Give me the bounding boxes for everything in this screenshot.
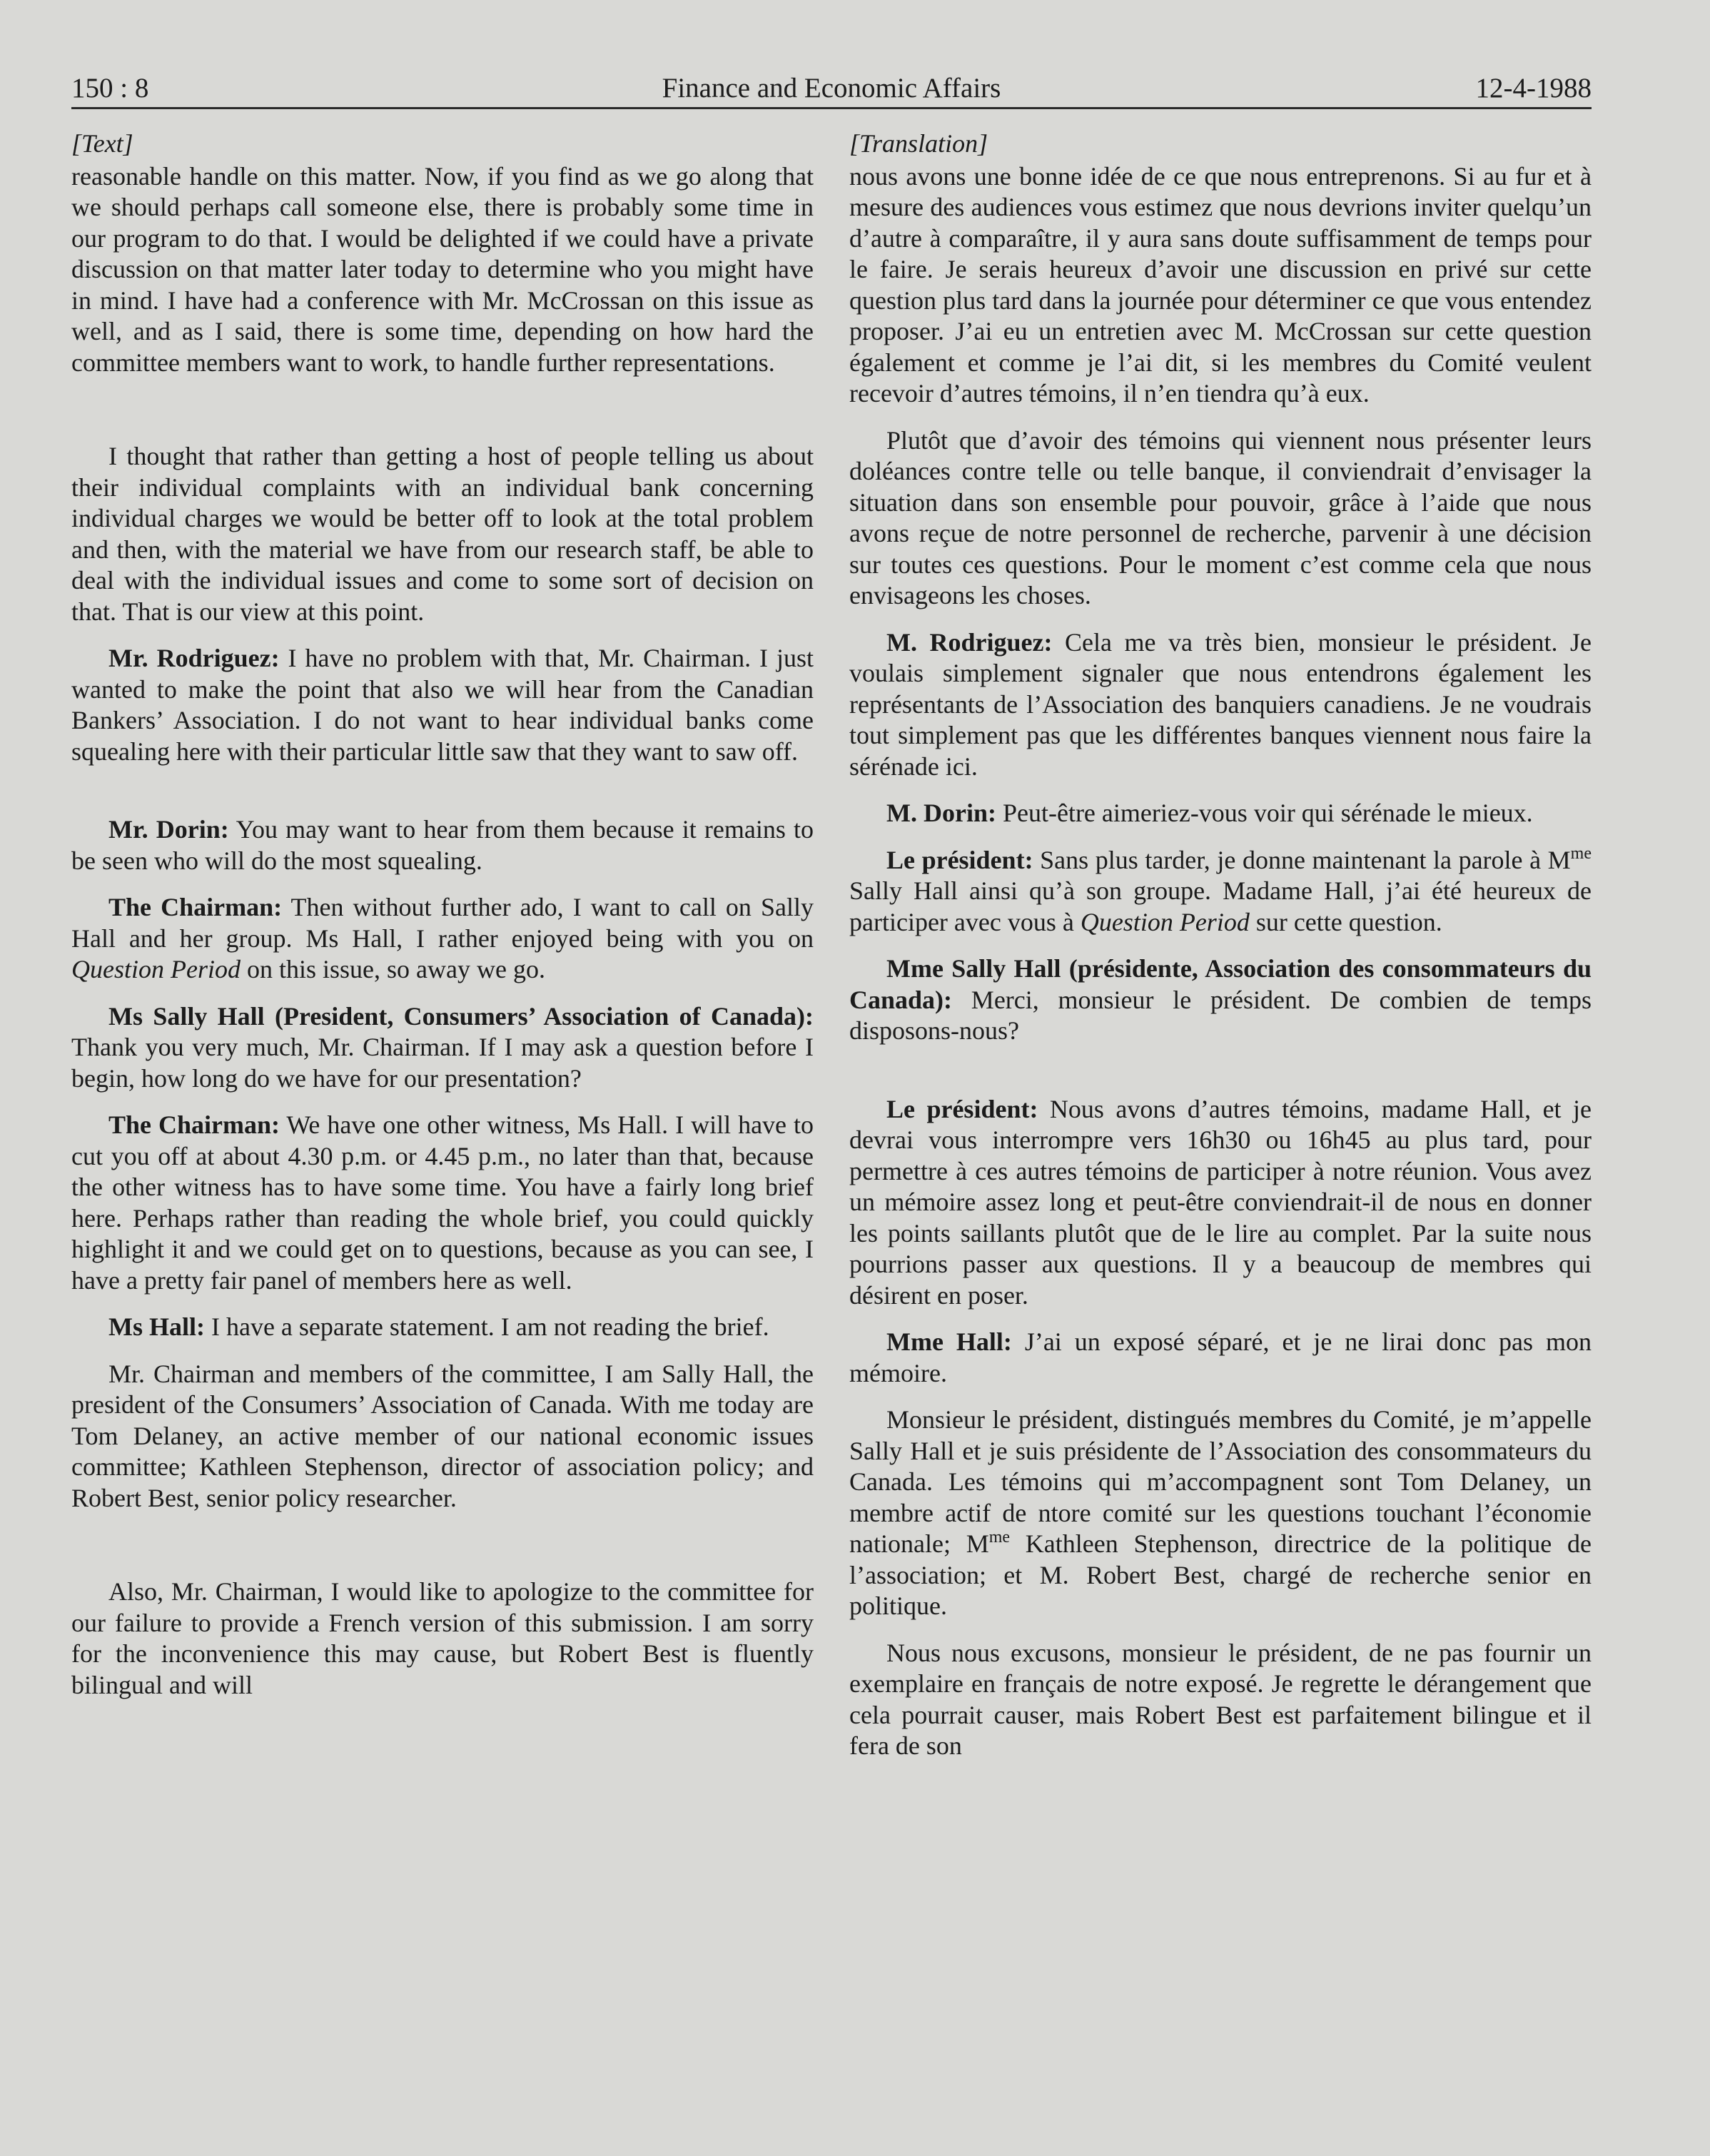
speaker-name: Le président: — [886, 1094, 1038, 1123]
speech-text: I have a separate statement. I am not reading the brief. — [204, 1312, 769, 1341]
paragraph-gap — [71, 1529, 814, 1576]
paragraph — [71, 643, 814, 767]
speech-text: on this issue, so away we go. — [240, 955, 545, 983]
paragraph — [849, 1405, 1592, 1622]
speech-text: Peut-être aimeriez-vous voir qui sérénade le mieux. — [996, 799, 1533, 827]
paragraph-gap — [849, 1063, 1592, 1094]
speaker-name: Ms Sally Hall (President, Consumers’ Association of Canada): — [108, 1001, 814, 1031]
speaker-name: M. Rodriguez: — [886, 627, 1053, 657]
paragraph — [849, 1327, 1592, 1389]
page-header — [71, 70, 1592, 107]
program-title: Question Period — [1080, 907, 1250, 936]
paragraph: Also, Mr. Chairman, I would like to apologize to the committee for our failure to provide a French version of this submission. I am sorry for the inconvenience this may cause, but Robert Best is fluently bilingual and will — [71, 1577, 814, 1699]
speech-text: Then without further ado, I want to call on Sally Hall and her group. Ms Hall, I rather enjoyed being with you on — [71, 893, 814, 953]
paragraph — [71, 1312, 814, 1343]
text-marker: [Text] — [71, 129, 133, 158]
speech-text: Thank you very much, Mr. Chairman. If I may ask a question before I begin, how long do we have for our presentation? — [71, 1033, 814, 1093]
speaker-name: Ms Hall: — [108, 1312, 205, 1341]
superscript: me — [988, 1528, 1011, 1547]
speech-text: Sans plus tarder, je donne maintenant la parole à M — [1033, 845, 1571, 874]
paragraph — [71, 1001, 814, 1095]
paragraph — [849, 798, 1592, 829]
translation-marker: [Translation] — [849, 129, 988, 158]
paragraph-gap — [71, 394, 814, 441]
speech-text: We have one other witness, Ms Hall. I will have to cut you off at about 4.30 p.m. or 4.45 p.m., no later than that, because the other witness has to have some time. You have a fairly long brief here. Perhaps rather than reading the whole brief, you could quickly highlight it and we could get on to questions, because as you can see, I have a pretty fair panel of members here as well. — [71, 1110, 814, 1295]
paragraph-gap — [71, 783, 814, 814]
speaker-name: The Chairman: — [108, 1110, 280, 1139]
speaker-name: Mme Hall: — [886, 1327, 1012, 1356]
speech-text: I have no problem with that, Mr. Chairman. I just wanted to make the point that also we will hear from the Canadian Bankers’ Association. I do not want to hear individual banks come squealing here with their particular little saw that they want to saw off. — [71, 644, 814, 766]
speech-text: Nous avons d’autres témoins, madame Hall, et je devrai vous interrompre vers 16h30 ou 16h45 au plus tard, pour permettre à ces autres témoins de participer à notre réunion. Vous avez un mémoire assez long et peut-être conviendrait-il de nous en donner les points saillants plutôt que de le lire au complet. Par la suite nous pourrions passer aux questions. Il y a beaucoup de membres qui désirent en poser. — [849, 1094, 1592, 1310]
paragraph: Mr. Chairman and members of the committee, I am Sally Hall, the president of the Consumers’ Association of Canada. With me today are Tom Delaney, an active member of our national economic issues committee; Kathleen Stephenson, director of association policy; and Robert Best, senior policy researcher. — [71, 1359, 814, 1512]
speaker-name: Mme Sally Hall (présidente, Association des consommateurs du Canada): — [849, 954, 1592, 1014]
page-date: 12-4-1988 — [1475, 73, 1592, 103]
paragraph — [849, 953, 1592, 1047]
speech-text: Merci, monsieur le président. De combien de temps disposons-nous? — [849, 985, 1592, 1045]
speech-text: Kathleen Stephenson, directrice de la politique de l’association; et M. Robert Best, chargé de recherche senior en politique. — [849, 1529, 1592, 1620]
paragraph — [849, 845, 1592, 938]
paragraph — [849, 627, 1592, 783]
paragraph: reasonable handle on this matter. Now, if you find as we go along that we should perhaps call someone else, there is probably some time in our program to do that. I would be delighted if we could have a private discussion on that matter later today to determine who you might have in mind. I have had a conference with Mr. McCrossan on this issue as well, and as I said, there is some time, depending on how hard the committee members want to work, to handle further representations. — [71, 161, 814, 377]
paragraph: Plutôt que d’avoir des témoins qui viennent nous présenter leurs doléances contre telle ou telle banque, il conviendrait d’envisager la situation dans son ensemble pour pouvoir, grâce à l’aide que nous avons reçue de notre personnel de recherche, parvenir à une décision sur toutes ces questions. Pour le moment c’est comme cela que nous envisageons les choses. — [849, 425, 1592, 609]
paragraph — [71, 892, 814, 986]
paragraph: nous avons une bonne idée de ce que nous entreprenons. Si au fur et à mesure des audiences vous estimez que nous devrions inviter quelqu’un d’autre à comparaître, il y aura sans doute suffisamment de temps pour le faire. Je serais heureux d’avoir une discussion en privé sur cette question plus tard dans la journée pour déterminer ce que vous entendez proposer. J’ai eu un entretien avec M. McCrossan sur cette question également et comme je l’ai dit, si les membres du Comité veulent recevoir d’autres témoins, il n’en tiendra qu’à eux. — [849, 161, 1592, 408]
speaker-name: Mr. Rodriguez: — [108, 644, 280, 672]
paragraph — [71, 814, 814, 876]
speaker-name: Mr. Dorin: — [108, 815, 229, 844]
speaker-name: The Chairman: — [108, 893, 283, 921]
speaker-name: Le président: — [886, 845, 1033, 874]
paragraph — [849, 1094, 1592, 1312]
program-title: Question Period — [71, 955, 241, 983]
speech-text: Sally Hall ainsi qu’à son groupe. Madame Hall, j’ai été heureux de participer avec vous à — [849, 876, 1592, 936]
page-number: 150 : 8 — [71, 73, 149, 103]
paragraph: Nous nous excusons, monsieur le président, de ne pas fournir un exemplaire en français de notre exposé. Je regrette le dérangement que cela pourrait causer, mais Robert Best est parfaitement bilingue et il fera de son — [849, 1638, 1592, 1760]
speaker-name: M. Dorin: — [886, 799, 996, 827]
header-rule — [71, 107, 1592, 109]
speech-text: sur cette question. — [1249, 907, 1442, 936]
speech-text: You may want to hear from them because it remains to be seen who will do the most squealing. — [71, 815, 814, 875]
french-column — [849, 128, 1592, 1778]
superscript: me — [1570, 844, 1592, 863]
speech-text: Monsieur le président, distingués membres du Comité, je m’appelle Sally Hall et je suis présidente de l’Association des consommateurs du Canada. Les témoins qui m’accompagnent sont Tom Delaney, un membre actif de ntore comité sur les questions touchant l’économie nationale; M — [849, 1405, 1592, 1558]
speech-text: Cela me va très bien, monsieur le président. Je voulais simplement signaler que nous entendrons également les représentants de l’Association des banquiers canadiens. Je ne voudrais tout simplement pas que les différentes banques viennent nous faire la sérénade ici. — [849, 627, 1592, 781]
speech-text: J’ai un exposé séparé, et je ne lirai donc pas mon mémoire. — [849, 1327, 1592, 1387]
paragraph — [71, 1110, 814, 1296]
paragraph: I thought that rather than getting a host of people telling us about their individual complaints with an individual bank concerning individual charges we would be better off to look at the total problem and then, with the material we have from our research staff, be able to deal with the individual issues and come to some sort of decision on that. That is our view at this point. — [71, 442, 814, 626]
running-title: Finance and Economic Affairs — [662, 73, 1001, 103]
english-column — [71, 128, 814, 1716]
